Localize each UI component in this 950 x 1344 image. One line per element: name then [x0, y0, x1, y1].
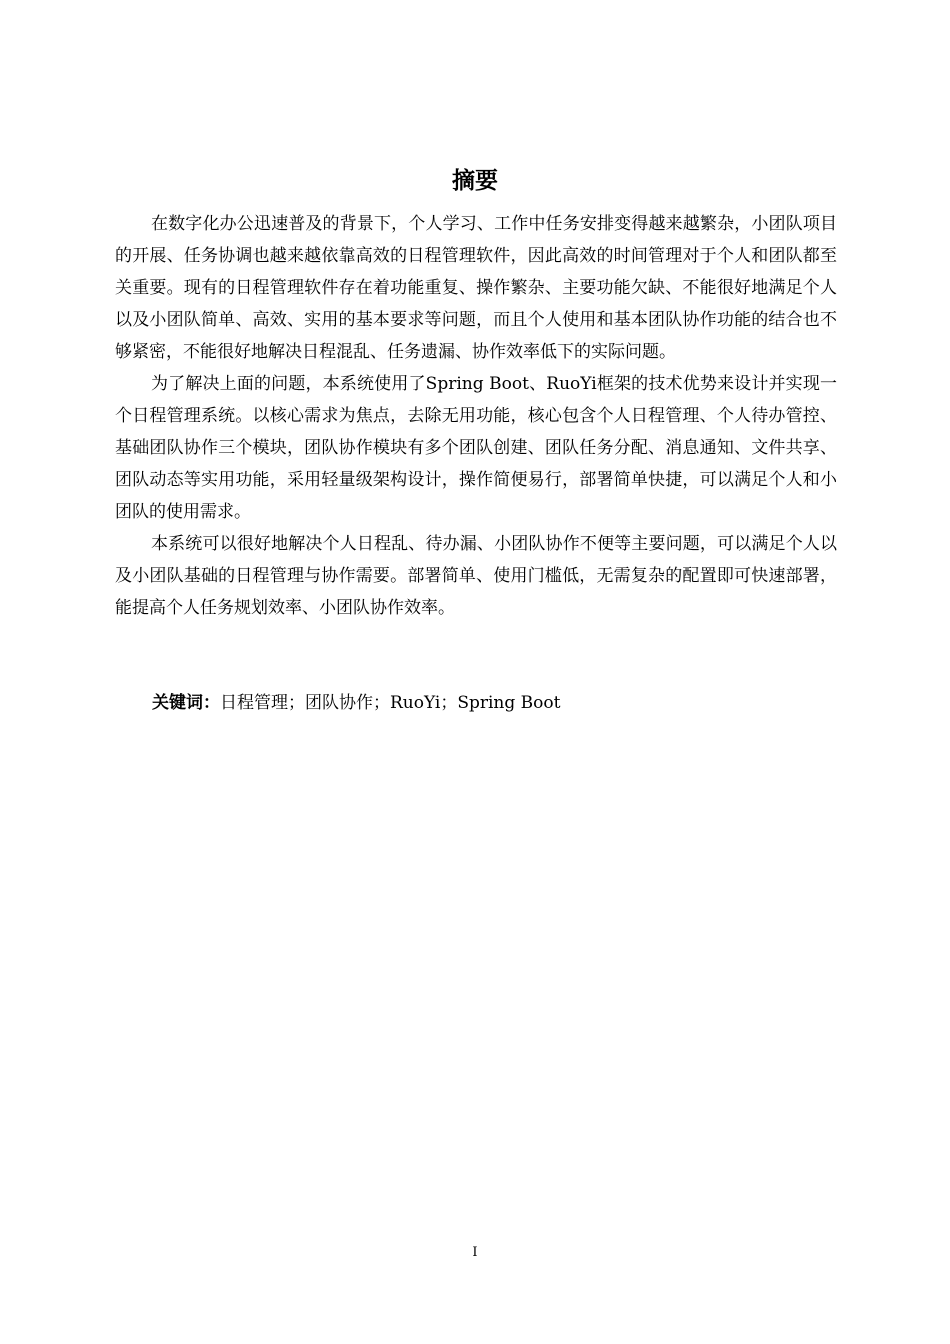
keywords-label: 关键词：	[152, 693, 220, 713]
keywords-text: 日程管理；团队协作；RuoYi；Spring Boot	[220, 693, 561, 713]
abstract-paragraph-1: 在数字化办公迅速普及的背景下，个人学习、工作中任务安排变得越来越繁杂，小团队项目的开展、任务协调也越来越依靠高效的日程管理软件，因此高效的时间管理对于个人和团队都至关重要。现有的日程管理软件存在着功能重复、操作繁杂、主要功能欠缺、不能很好地满足个人以及小团队简单、高效、实用的基本要求等问题，而且个人使用和基本团队协作功能的结合也不够紧密，不能很好地解决日程混乱、任务遗漏、协作效率低下的实际问题。	[115, 214, 837, 362]
abstract-body	[115, 208, 837, 624]
abstract-paragraph-3: 本系统可以很好地解决个人日程乱、待办漏、小团队协作不便等主要问题，可以满足个人以及小团队基础的日程管理与协作需要。部署简单、使用门槛低，无需复杂的配置即可快速部署，能提高个人任务规划效率、小团队协作效率。	[115, 534, 837, 618]
abstract-paragraph-2: 为了解决上面的问题，本系统使用了Spring Boot、RuoYi框架的技术优势来设计并实现一个日程管理系统。以核心需求为焦点，去除无用功能，核心包含个人日程管理、个人待办管控、基础团队协作三个模块，团队协作模块有多个团队创建、团队任务分配、消息通知、文件共享、团队动态等实用功能，采用轻量级架构设计，操作简便易行，部署简单快捷，可以满足个人和小团队的使用需求。	[115, 374, 837, 522]
abstract-title: 摘要	[452, 168, 498, 194]
page-number: I	[472, 1245, 478, 1260]
keywords-line	[152, 687, 560, 719]
